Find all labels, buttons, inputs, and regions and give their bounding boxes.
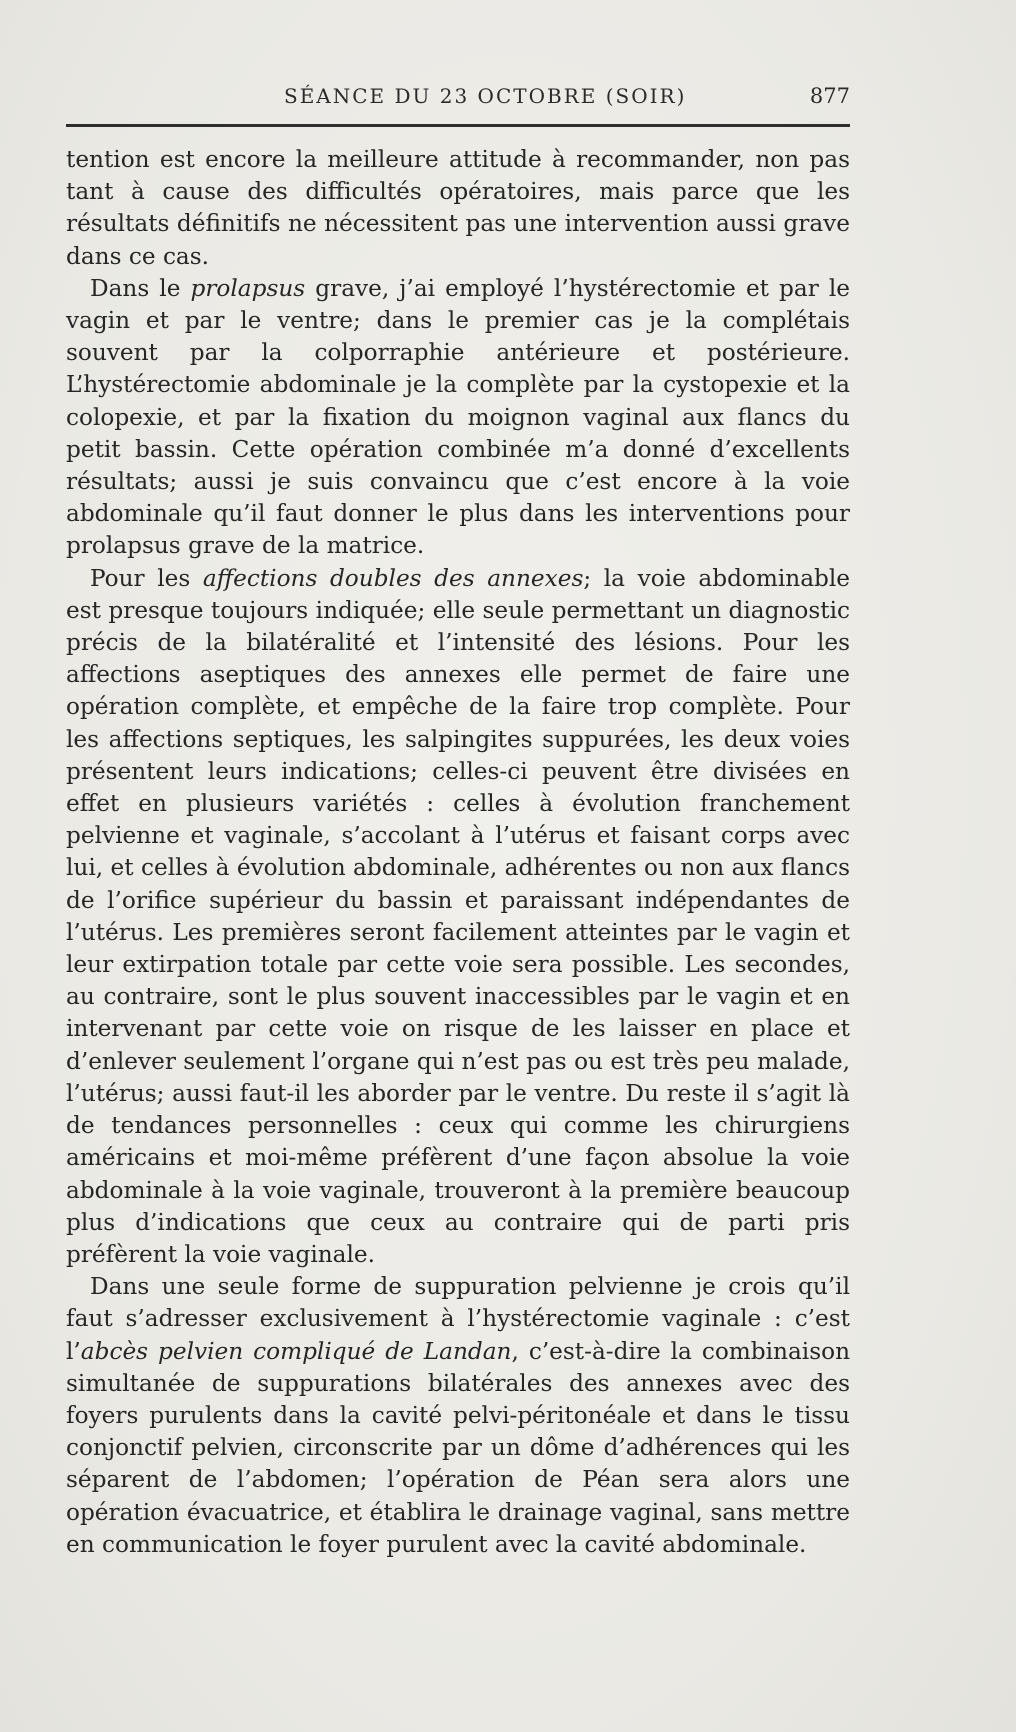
paragraph-1: [66, 144, 850, 273]
paragraph-3-after: ; la voie abdominable est presque toujours indiquée; elle seule permettant un diagnostic précis de la bilatéralité et l’intensité des lésions. Pour les affections aseptiques des annexes elle permet de faire une opération complète, et empêche de la faire trop complète. Pour les affections septiques, les salpingites suppurées, les deux voies présentent leurs indications; celles-ci peuvent être divisées en effet en plusieurs variétés : celles à évolution franchement pelvienne et vaginale, s’accolant à l’utérus et faisant corps avec lui, et celles à évolution abdominale, adhérentes ou non aux flancs de l’orifice supérieur du bassin et paraissant indépendantes de l’utérus. Les premières seront facilement atteintes par le vagin et leur extirpation totale par cette voie sera possible. Les secondes, au contraire, sont le plus souvent inaccessibles par le vagin et en intervenant par cette voie on risque de les laisser en place et d’enlever seulement l’organe qui n’est pas ou est très peu malade, l’utérus; aussi faut-il les aborder par le ventre. Du reste il s’agit là de tendances personnelles : ceux qui comme les chirurgiens américains et moi-même préfèrent d’une façon absolue la voie abdominale à la voie vaginale, trouveront à la première beaucoup plus d’indications que ceux au contraire qui de parti pris préfèrent la voie vaginale.: [66, 564, 851, 1268]
paragraph-2-before: Dans le: [90, 274, 191, 302]
paragraph-3-italic: affections doubles des annexes: [202, 564, 584, 592]
paragraph-4-italic: abcès pelvien compliqué de Landan: [80, 1337, 512, 1365]
paragraph-3-before: Pour les: [90, 564, 203, 592]
paragraph-1-text: tention est encore la meilleure attitude à recommander, non pas tant à cause des difficultés opératoires, mais parce que les résultats définitifs ne nécessitent pas une intervention aussi grave dans ce cas.: [66, 146, 850, 270]
paragraph-4-after: , c’est-à-dire la combinaison simultanée de suppurations bilatérales des annexes avec des foyers purulents dans la cavité pelvi-péritonéale et dans le tissu conjonctif pelvien, circonscrite par un dôme d’adhérences qui les séparent de l’abdomen; l’opération de Péan sera alors une opération évacuatrice, et établira le drainage vaginal, sans mettre en communication le foyer purulent avec la cavité abdominale.: [66, 1337, 851, 1558]
page-number: 877: [809, 84, 850, 108]
paragraph-3: [66, 563, 850, 1271]
running-title: SÉANCE DU 23 OCTOBRE (SOIR): [284, 84, 687, 108]
body-text: [66, 144, 850, 1561]
header-rule: [66, 124, 850, 127]
paragraph-4-before: Dans une seule forme de suppuration pelvienne je crois qu’il faut s’adresser exclusivement à l’hystérectomie vaginale : c’est l’: [66, 1273, 850, 1365]
running-header: [66, 82, 850, 116]
paragraph-4: [66, 1271, 850, 1561]
paragraph-2-after: grave, j’ai employé l’hystérectomie et par le vagin et par le ventre; dans le premier cas je la complétais souvent par la colporraphie antérieure et postérieure. L’hystérectomie abdominale je la complète par la cystopexie et la colopexie, et par la fixation du moignon vaginal aux flancs du petit bassin. Cette opération combinée m’a donné d’excellents résultats; aussi je suis convaincu que c’est encore à la voie abdominale qu’il faut donner le plus dans les interventions pour prolapsus grave de la matrice.: [66, 274, 850, 560]
paragraph-2: [66, 273, 850, 563]
paragraph-2-italic: prolapsus: [190, 274, 306, 302]
